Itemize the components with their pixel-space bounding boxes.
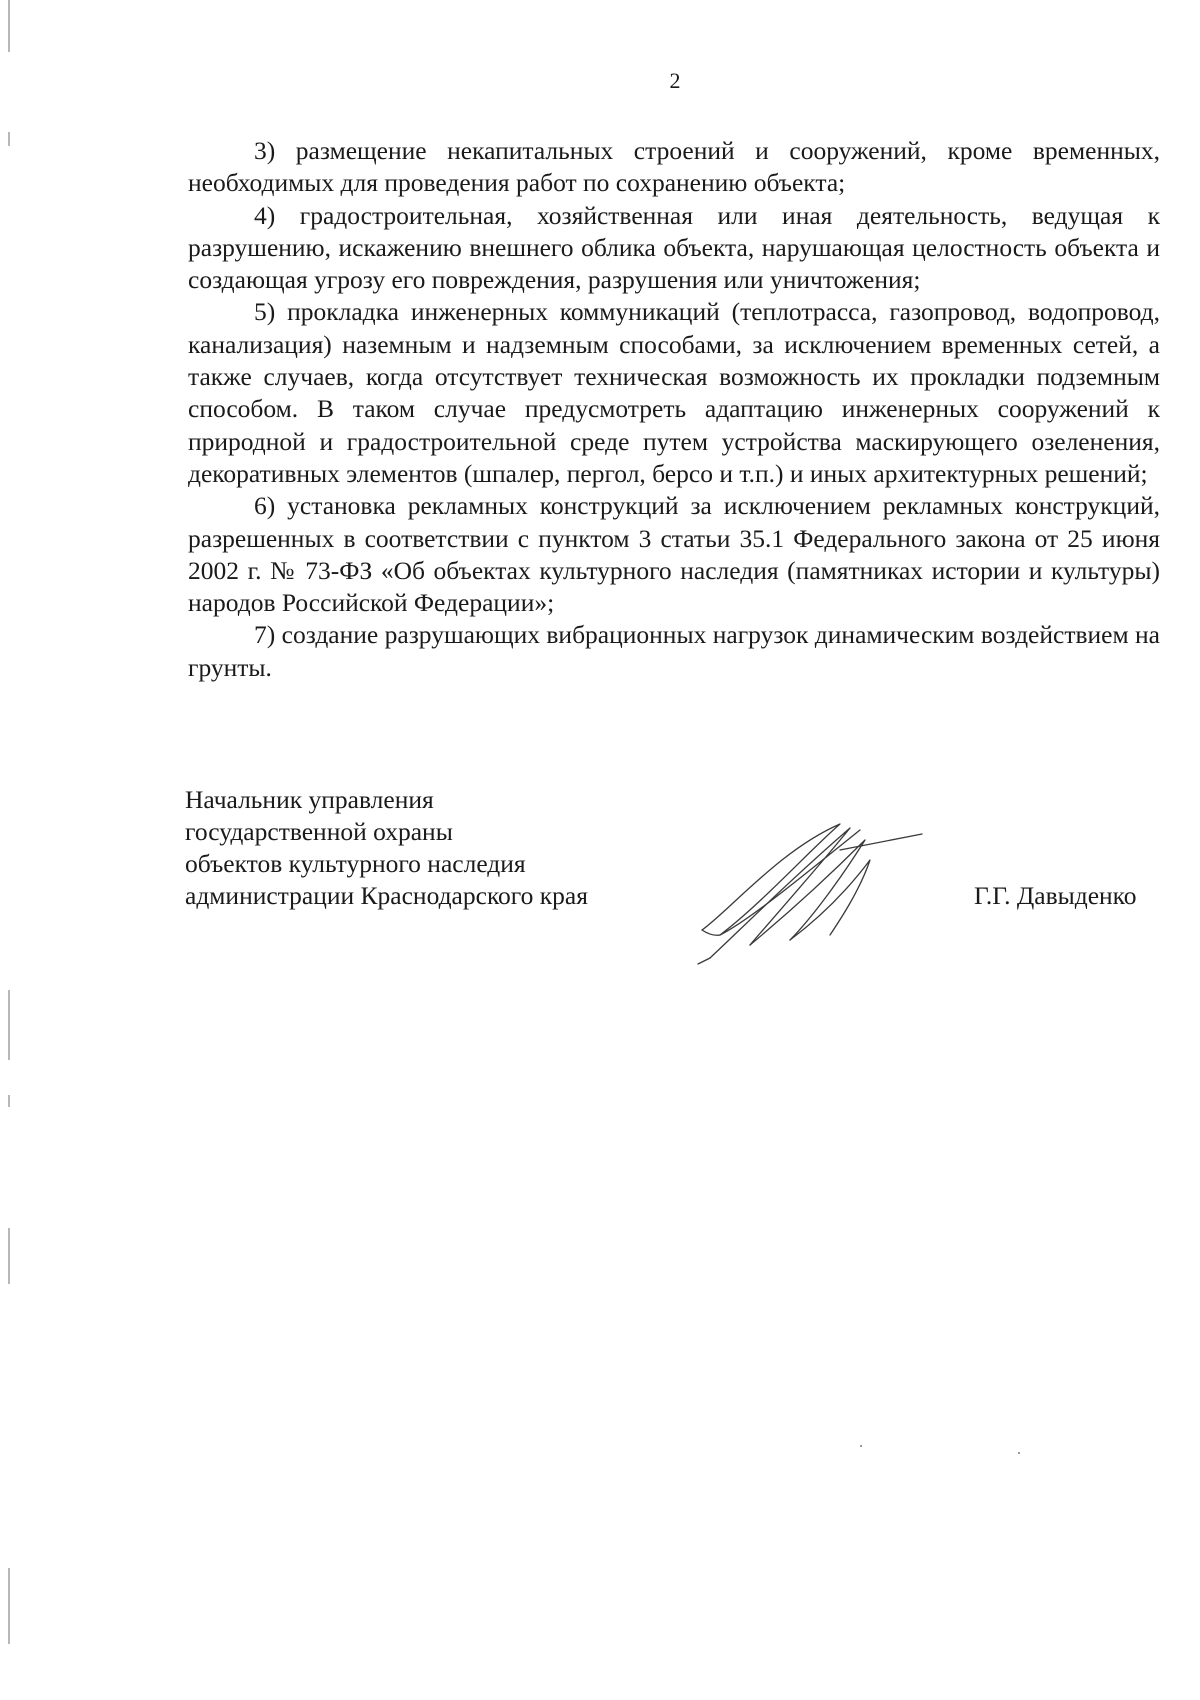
paragraph-item-5: 5) прокладка инженерных коммуникаций (теплотрасса, газопровод, водопровод, канализация) наземным и надземным способами, за исключением временных сетей, а также случаев, когда отсутствует техническая возможность их прокладки подземным способом. В таком случае предусмотреть адаптацию инженерных сооружений к природной и градостроительной среде путем устройства маскирующего озеленения, декоративных элементов (шпалер, пергол, берсо и т.п.) и иных архитектурных решений; bbox=[188, 297, 1160, 488]
paragraph-item-4: 4) градостроительная, хозяйственная или иная деятельность, ведущая к разрушению, искажению внешнего облика объекта, нарушающая целостность объекта и создающая угрозу его повреждения, разрушения или уничтожения; bbox=[188, 200, 1160, 295]
paragraph-item-6: 6) установка рекламных конструкций за исключением рекламных конструкций, разрешенных в соответствии с пунктом 3 статьи 35.1 Федерального закона от 25 июня 2002 г. № 73-ФЗ «Об объектах культурного наследия (памятниках истории и культуры) народов Российской Федерации»; bbox=[188, 491, 1160, 618]
signatory-title-line: объектов культурного наследия bbox=[185, 849, 526, 878]
scan-mark bbox=[8, 1568, 10, 1644]
signatory-title-line: государственной охраны bbox=[185, 817, 453, 846]
scan-mark bbox=[8, 1228, 10, 1284]
paragraph-item-3: 3) размещение некапитальных строений и сооружений, кроме временных, необходимых для проведения работ по сохранению объекта; bbox=[188, 136, 1160, 198]
page-number: 2 bbox=[669, 68, 681, 93]
signatory-title-line: администрации Краснодарского края bbox=[185, 881, 588, 910]
scan-mark bbox=[8, 1095, 10, 1107]
paragraph-item-7: 7) создание разрушающих вибрационных нагрузок динамическим воздействием на грунты. bbox=[188, 620, 1160, 682]
scan-mark bbox=[8, 990, 10, 1060]
signatory-title-line: Начальник управления bbox=[185, 785, 434, 814]
signatory-name: Г.Г. Давыденко bbox=[974, 881, 1137, 910]
signatory-title bbox=[185, 784, 588, 912]
scan-speck bbox=[860, 1445, 862, 1447]
scan-speck bbox=[1018, 1452, 1020, 1454]
scan-mark bbox=[8, 0, 10, 52]
handwritten-signature bbox=[690, 810, 930, 970]
document-body bbox=[188, 135, 1160, 684]
scan-mark bbox=[8, 132, 10, 146]
